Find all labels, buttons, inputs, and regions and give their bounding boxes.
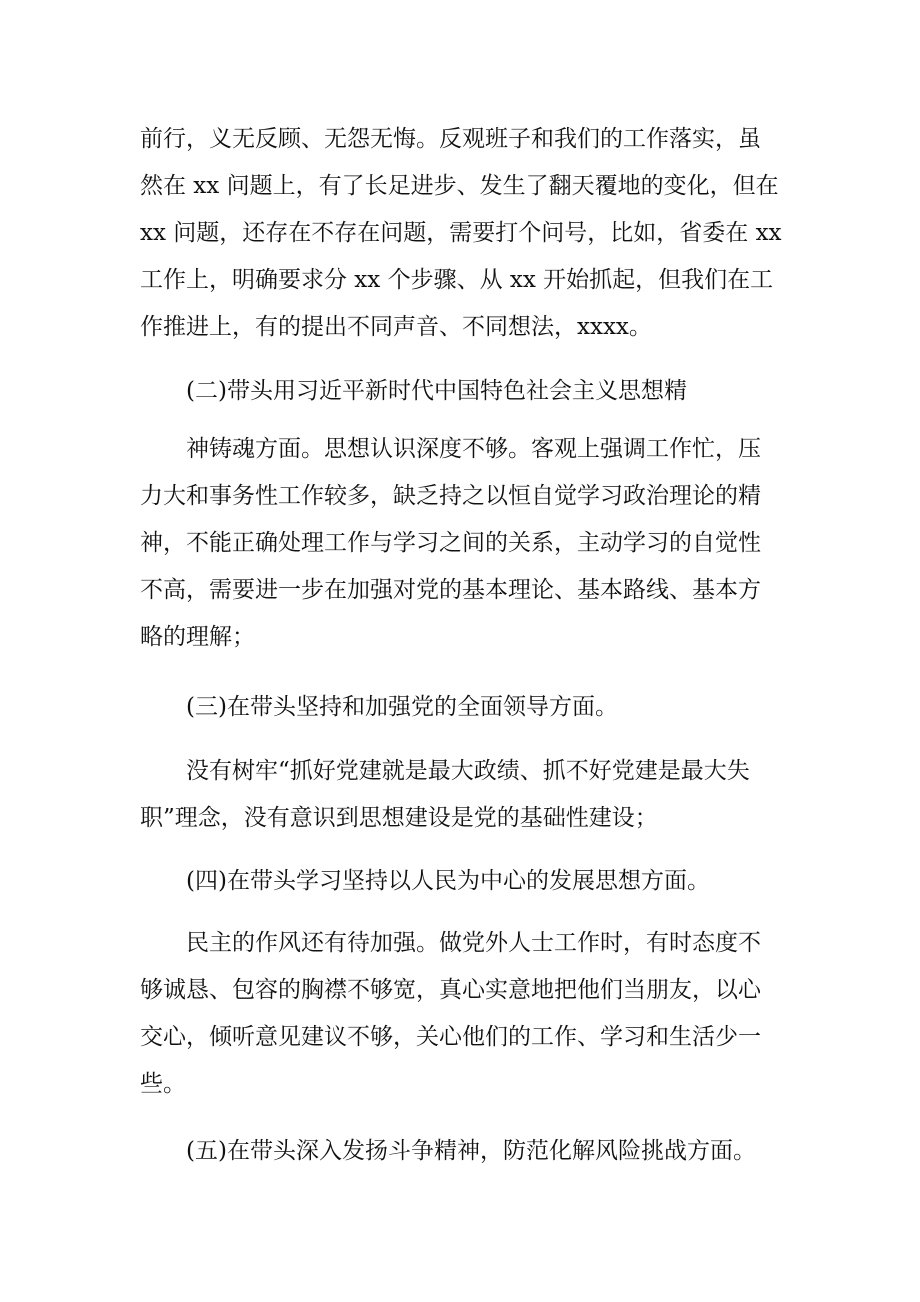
text-line: 不高，需要进一步在加强对党的基本理论、基本路线、基本方 bbox=[140, 577, 761, 603]
text-line: 前行，义无反顾、无怨无悔。反观班子和我们的工作落实，虽 bbox=[140, 126, 761, 152]
section-heading-5 bbox=[140, 1128, 826, 1175]
text-line: 民主的作风还有待加强。做党外人士工作时，有时态度不 bbox=[186, 930, 761, 956]
text-line: 够诚恳、包容的胸襟不够宽，真心实意地把他们当朋友，以心 bbox=[140, 977, 761, 1003]
body-paragraph-1 bbox=[140, 116, 780, 351]
text-line: 作推进上，有的提出不同声音、不同想法，xxxx。 bbox=[140, 314, 652, 340]
text-line: 工作上，明确要求分 xx 个步骤、从 xx 开始抓起，但我们在工 bbox=[140, 267, 774, 293]
text-line: 职”理念，没有意识到思想建设是党的基础性建设； bbox=[140, 805, 658, 831]
section-heading-2 bbox=[140, 368, 826, 415]
section-heading-3 bbox=[140, 684, 826, 731]
text-line: 略的理解； bbox=[140, 624, 255, 650]
body-paragraph-4 bbox=[140, 920, 780, 1108]
heading-line: (四)在带头学习坚持以人民为中心的发展思想方面。 bbox=[186, 868, 710, 894]
section-heading-4 bbox=[140, 858, 826, 905]
text-line: 然在 xx 问题上，有了长足进步、发生了翻天覆地的变化，但在 bbox=[140, 173, 779, 199]
text-line: 神铸魂方面。思想认识深度不够。客观上强调工作忙，压 bbox=[186, 436, 761, 462]
heading-line: (五)在带头深入发扬斗争精神，防范化解风险挑战方面。 bbox=[186, 1138, 756, 1164]
text-line: 没有树牢“抓好党建就是最大政绩、抓不好党建是最大失 bbox=[186, 758, 750, 784]
heading-line: (二)带头用习近平新时代中国特色社会主义思想精 bbox=[186, 378, 687, 404]
text-line: xx 问题，还存在不存在问题，需要打个问号，比如，省委在 xx bbox=[140, 220, 782, 246]
heading-line: (三)在带头坚持和加强党的全面领导方面。 bbox=[186, 694, 618, 720]
text-line: 力大和事务性工作较多，缺乏持之以恒自觉学习政治理论的精 bbox=[140, 483, 761, 509]
text-line: 神，不能正确处理工作与学习之间的关系，主动学习的自觉性 bbox=[140, 530, 761, 556]
text-line: 交心，倾听意见建议不够，关心他们的工作、学习和生活少一 bbox=[140, 1024, 761, 1050]
body-paragraph-3 bbox=[140, 748, 780, 842]
body-paragraph-2 bbox=[140, 426, 780, 661]
text-line: 些。 bbox=[140, 1071, 186, 1097]
